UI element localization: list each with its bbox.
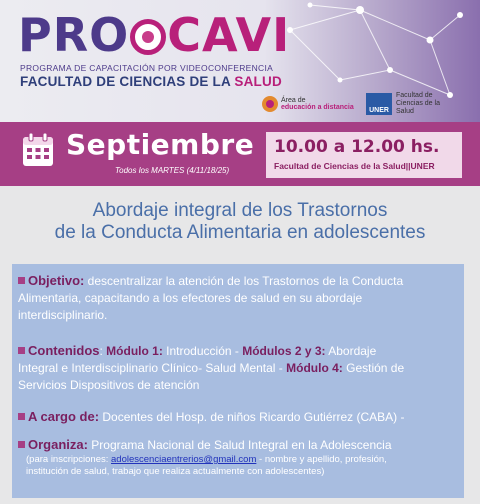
bullet-icon [18, 277, 25, 284]
time-label: 10.00 a 12.00 hs. [274, 137, 440, 157]
course-title [0, 200, 480, 244]
calendar-icon [22, 133, 54, 167]
uner-logo [366, 92, 456, 116]
program-subtitle: PROGRAMA DE CAPACITACIÓN POR VIDEOCONFERENCIA [20, 63, 274, 73]
bullet-icon [18, 347, 25, 354]
email-link[interactable]: adolescenciaentrerios@gmail.com [111, 454, 257, 465]
area-educacion-logo: Área de educación a distancia [262, 96, 354, 112]
organiza-paragraph: Organiza: Programa Nacional de Salud Integral en la Adolescencia [18, 436, 392, 454]
bullet-icon [18, 441, 25, 448]
objetivo-paragraph: Objetivo: descentralizar la atención de los Trastornos de la Conducta Alimentaria, capacitando a los efectores de salud en su abordaje interdisciplinario. [18, 273, 404, 322]
uner-text: Facultad de Ciencias de la Salud [396, 92, 440, 115]
place-label: Facultad de Ciencias de la Salud||UNER [274, 161, 435, 171]
info-box [12, 264, 464, 498]
cargo-paragraph: A cargo de: Docentes del Hosp. de niños Ricardo Gutiérrez (CABA) - [18, 408, 405, 426]
procavi-logo: PRO CAVI [18, 8, 291, 62]
eye-icon [130, 19, 166, 55]
uner-box: UNER [366, 93, 392, 115]
title-line-1: Abordaje integral de los Trastornos [92, 200, 388, 221]
inscripciones-note: (para inscripciones: adolescenciaentrerios@gmail.com - nombre y apellido, profesión, institución de salud, trabajo que realiza actualmente con adolescentes) [26, 454, 387, 477]
header [0, 0, 480, 122]
contenidos-paragraph: Contenidos: Módulo 1: Introducción - Módulos 2 y 3: Abordaje Integral e Interdisciplinario Clínico- Salud Mental - Módulo 4: Gestión de Servicios Dispositivos de atención [18, 343, 405, 392]
time-box [266, 132, 462, 178]
bullet-icon [18, 413, 25, 420]
area-logo-icon [262, 96, 278, 112]
faculty-title: FACULTAD DE CIENCIAS DE LA SALUD [20, 74, 282, 89]
month-label: Septiembre [66, 128, 255, 161]
days-label: Todos los MARTES (4/11/18/25) [115, 166, 230, 175]
title-line-2: de la Conducta Alimentaria en adolescentes [54, 222, 426, 243]
